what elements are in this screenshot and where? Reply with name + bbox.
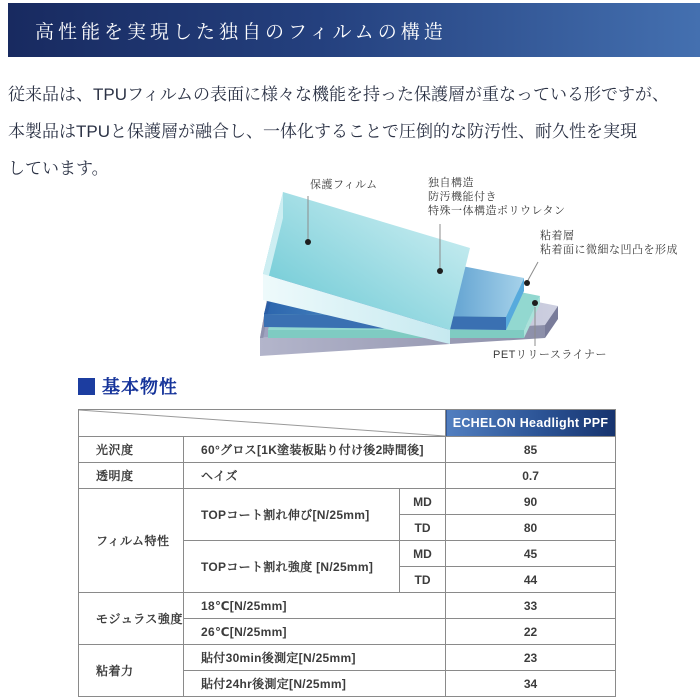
table-row-haze	[79, 463, 616, 489]
label-unique-structure: 独自構造 防汚機能付き 特殊一体構造ポリウレタン	[428, 177, 566, 217]
row-test: TOPコート割れ強度 [N/25mm]	[184, 541, 400, 593]
row-category: 粘着力	[79, 645, 184, 697]
row-direction: TD	[400, 567, 446, 593]
row-test: 貼付30min後測定[N/25mm]	[184, 645, 446, 671]
label-adhesive-layer: 粘着層 粘着面に微細な凹凸を形成	[540, 230, 678, 256]
row-value: 33	[446, 593, 616, 619]
row-category: モジュラス強度	[79, 593, 184, 645]
row-value: 44	[446, 567, 616, 593]
intro-line-1: 従来品は、TPUフィルムの表面に様々な機能を持った保護層が重なっている形ですが、	[8, 85, 669, 104]
row-test: 26℃[N/25mm]	[184, 619, 446, 645]
header-empty-cell	[79, 410, 446, 437]
row-test: TOPコート割れ伸び[N/25mm]	[184, 489, 400, 541]
intro-line-2: 本製品はTPUと保護層が融合し、一体化することで圧倒的な防汚性、耐久性を実現	[8, 122, 637, 141]
row-value: 34	[446, 671, 616, 697]
table-row-modulus-18	[79, 593, 616, 619]
row-value: 80	[446, 515, 616, 541]
title-banner	[8, 3, 700, 57]
label-pet-liner: PETリリースライナー	[493, 349, 608, 361]
product-column-header: ECHELON Headlight PPF	[446, 410, 616, 437]
row-value: 90	[446, 489, 616, 515]
properties-table	[78, 409, 616, 697]
header-diagonal-line	[79, 410, 445, 436]
section-bullet-icon	[78, 378, 95, 395]
row-value: 45	[446, 541, 616, 567]
table-row-film-elongation-md	[79, 489, 616, 515]
row-test: 60°グロス[1K塗装板貼り付け後2時間後]	[184, 437, 446, 463]
row-test: ヘイズ	[184, 463, 446, 489]
film-structure-diagram	[0, 170, 700, 380]
label-protective-film: 保護フィルム	[310, 179, 378, 191]
row-value: 23	[446, 645, 616, 671]
row-category: フィルム特性	[79, 489, 184, 593]
intro-line-3: しています。	[8, 159, 109, 178]
row-direction: MD	[400, 489, 446, 515]
table-header-row	[79, 410, 616, 437]
row-value: 0.7	[446, 463, 616, 489]
row-category: 透明度	[79, 463, 184, 489]
section-title: 基本物性	[102, 377, 178, 397]
row-direction: TD	[400, 515, 446, 541]
page-title: 高性能を実現した独自のフィルムの構造	[35, 20, 447, 43]
row-value: 22	[446, 619, 616, 645]
row-value: 85	[446, 437, 616, 463]
section-heading	[78, 373, 178, 399]
table-row-gloss	[79, 437, 616, 463]
row-category: 光沢度	[79, 437, 184, 463]
row-direction: MD	[400, 541, 446, 567]
row-test: 貼付24hr後測定[N/25mm]	[184, 671, 446, 697]
table-row-adhesion-30min	[79, 645, 616, 671]
row-test: 18℃[N/25mm]	[184, 593, 446, 619]
